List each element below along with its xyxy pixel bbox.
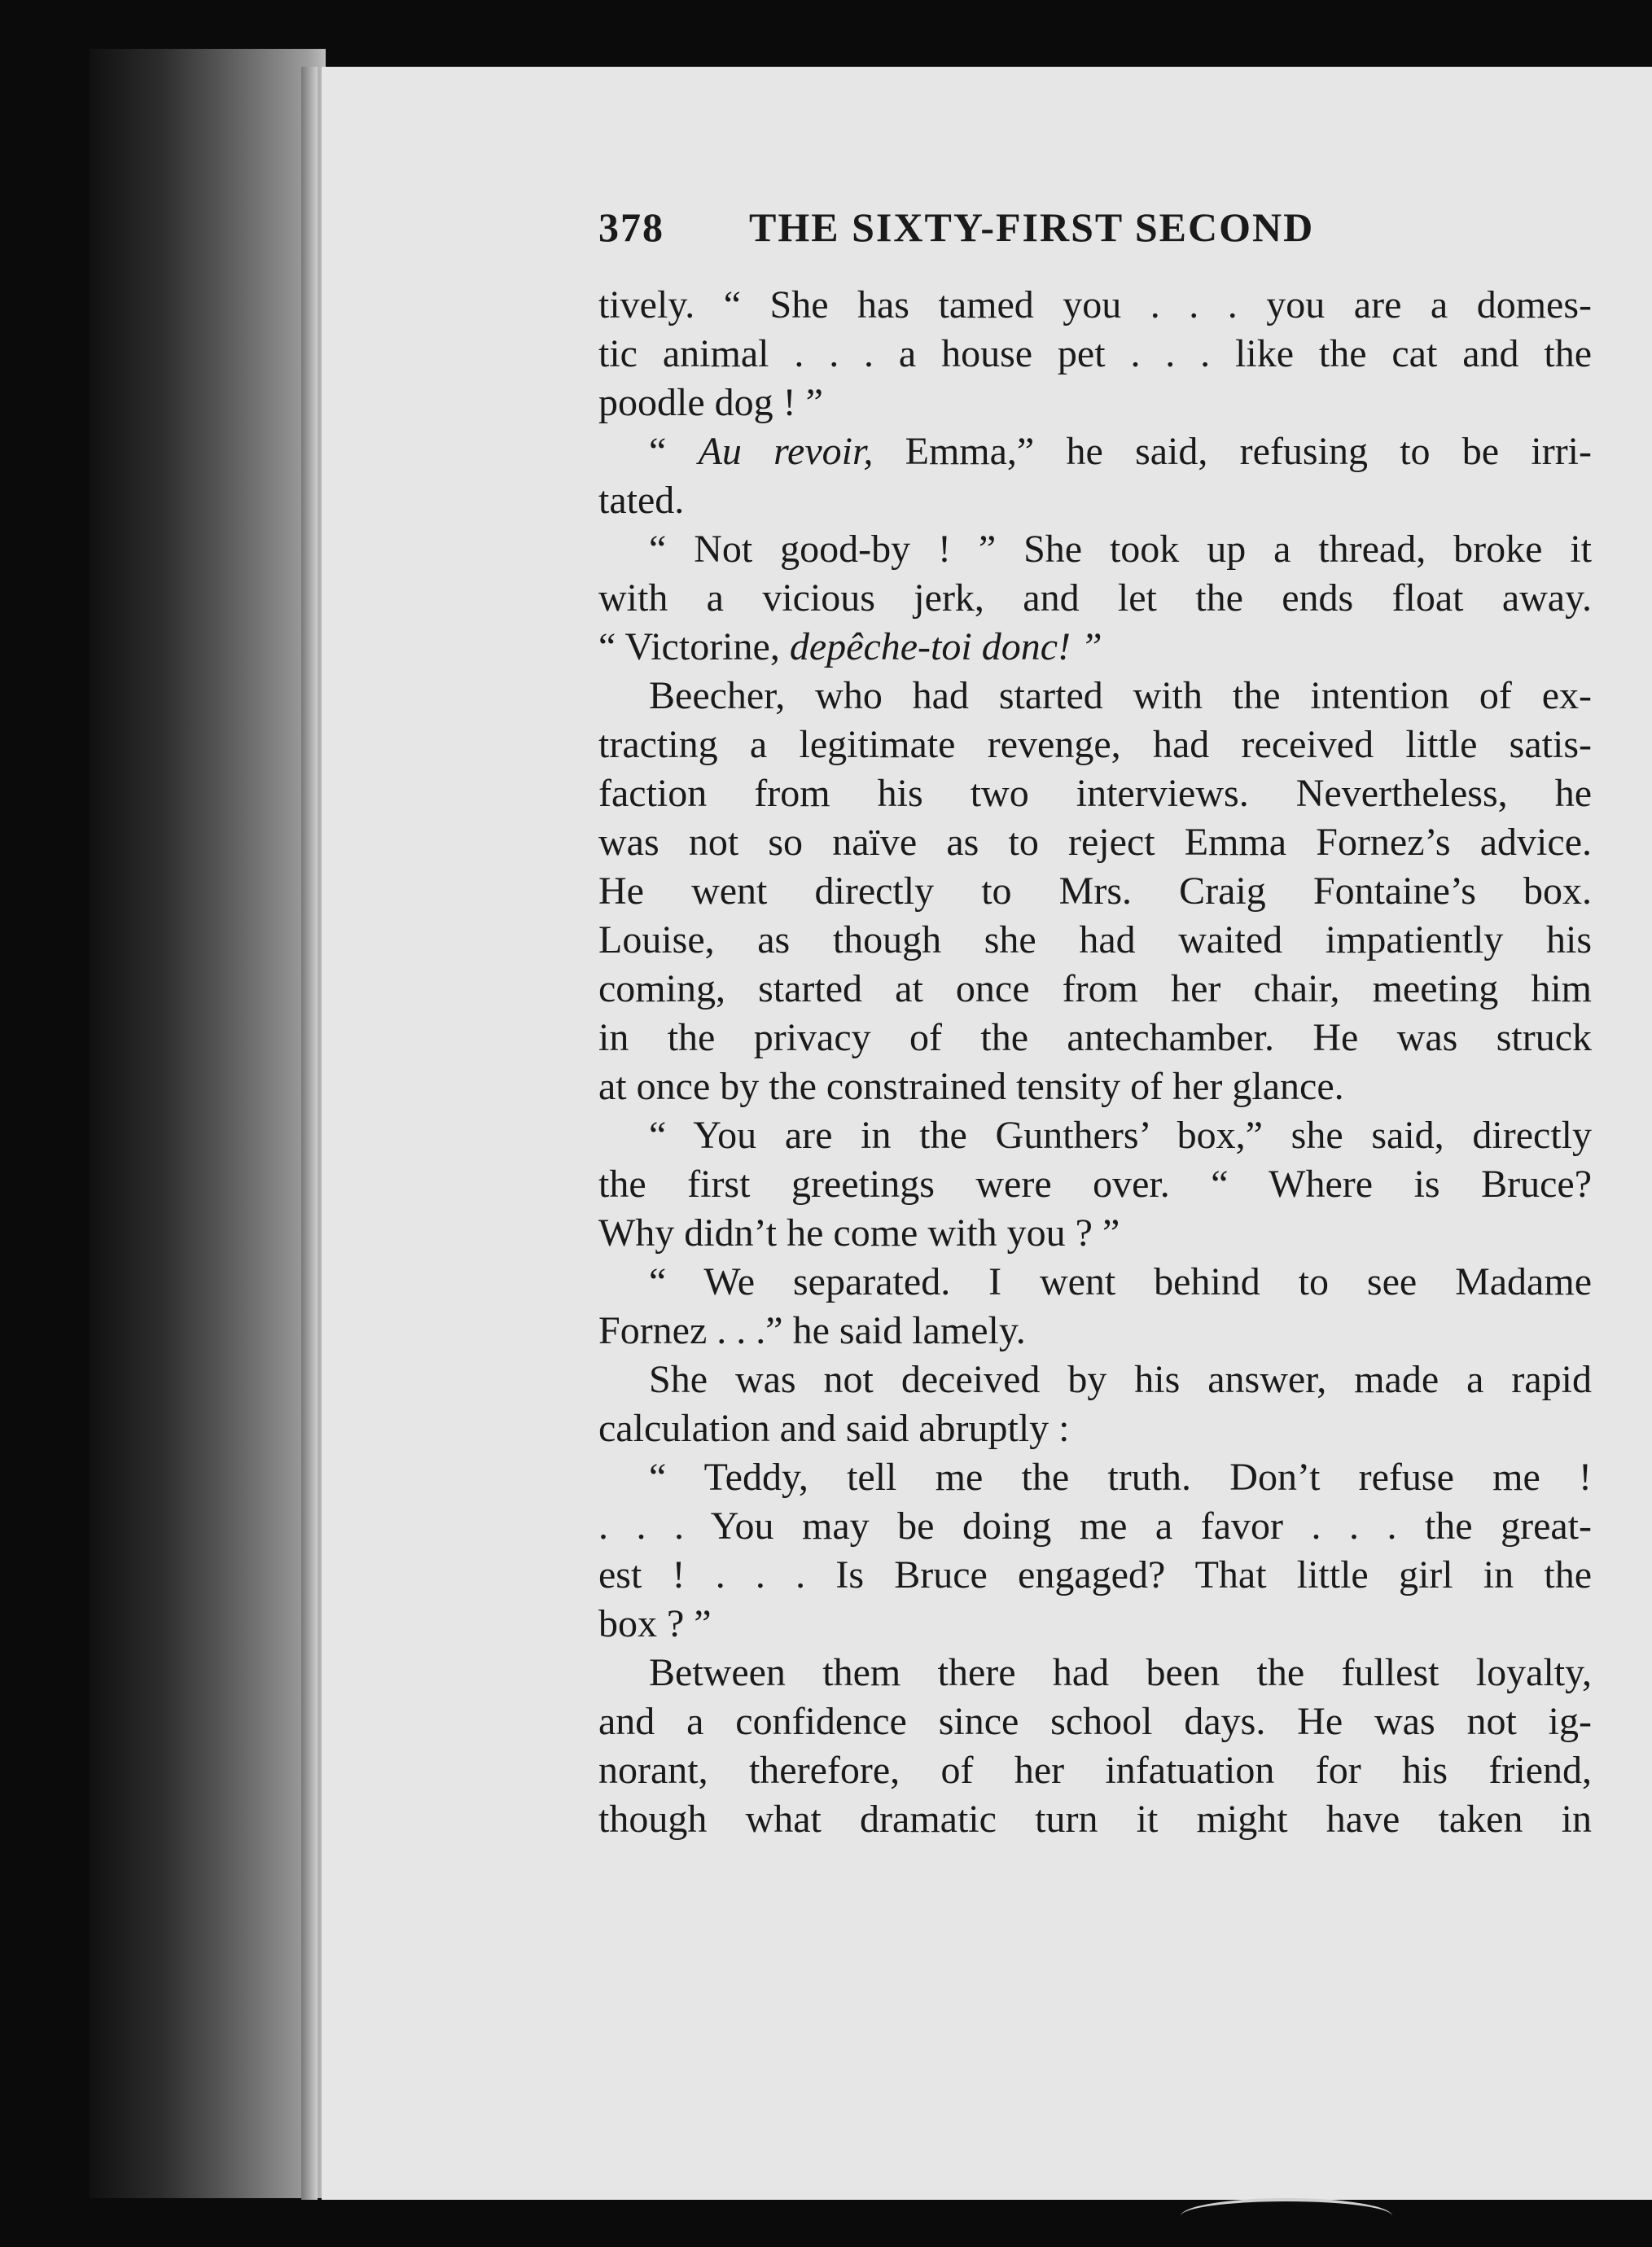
text-line: with a vicious jerk, and let the ends float away. <box>598 576 1592 620</box>
text-line: “ Victorine, depêche-toi donc! ” <box>598 625 1102 668</box>
text-line: norant, therefore, of her infatuation for his friend, <box>598 1749 1592 1792</box>
text-line: faction from his two interviews. Nevertheless, he <box>598 772 1592 815</box>
running-head: THE SIXTY-FIRST SECOND <box>749 204 1315 250</box>
text-line: tic animal . . . a house pet . . . like the cat and the <box>598 332 1592 375</box>
text-line: “ We separated. I went behind to see Madame <box>649 1260 1592 1303</box>
text-line: though what dramatic turn it might have taken in <box>598 1798 1592 1841</box>
text-line: the first greetings were over. “ Where is Bruce? <box>598 1163 1592 1206</box>
text-line: at once by the constrained tensity of her glance. <box>598 1065 1344 1108</box>
text-line: She was not deceived by his answer, made a rapid <box>649 1358 1592 1401</box>
text-line: poodle dog ! ” <box>598 381 823 424</box>
book-edge <box>90 49 326 2198</box>
text-line: “ Au revoir, Emma,” he said, refusing to be irri- <box>649 430 1592 473</box>
text-line: tively. “ She has tamed you . . . you are a domes- <box>598 283 1592 326</box>
scan-smudge <box>1181 2198 1392 2234</box>
text-line: est ! . . . Is Bruce engaged? That little girl in the <box>598 1553 1592 1597</box>
text-line: Louise, as though she had waited impatiently his <box>598 918 1592 961</box>
text-line: “ You are in the Gunthers’ box,” she said, directly <box>649 1114 1592 1157</box>
text-line: Why didn’t he come with you ? ” <box>598 1211 1120 1255</box>
page-header <box>598 204 1494 251</box>
italic-phrase: depêche-toi donc! ” <box>789 625 1102 668</box>
text-line: and a confidence since school days. He was not ig- <box>598 1700 1592 1743</box>
text-line: calculation and said abruptly : <box>598 1407 1070 1450</box>
text-line: He went directly to Mrs. Craig Fontaine’s box. <box>598 869 1592 913</box>
text-line: coming, started at once from her chair, meeting him <box>598 967 1592 1010</box>
body-text <box>598 281 1592 1844</box>
text-line: in the privacy of the antechamber. He was struck <box>598 1016 1592 1059</box>
text-line: Between them there had been the fullest loyalty, <box>649 1651 1592 1694</box>
text-line: was not so naïve as to reject Emma Fornez’s advice. <box>598 821 1592 864</box>
text-line: . . . You may be doing me a favor . . . the great- <box>598 1505 1592 1548</box>
text-line: Fornez . . .” he said lamely. <box>598 1309 1026 1352</box>
italic-phrase: Au revoir, <box>698 430 874 473</box>
text-line: “ Teddy, tell me the truth. Don’t refuse me ! <box>649 1456 1592 1499</box>
text-line: tracting a legitimate revenge, had received little satis- <box>598 723 1592 766</box>
text-line: box ? ” <box>598 1602 712 1645</box>
text-line: tated. <box>598 479 685 522</box>
text-line: Beecher, who had started with the intention of ex- <box>649 674 1592 717</box>
page-gutter <box>301 67 318 2200</box>
page-number: 378 <box>598 204 664 250</box>
text-line: “ Not good-by ! ” She took up a thread, broke it <box>649 528 1592 571</box>
